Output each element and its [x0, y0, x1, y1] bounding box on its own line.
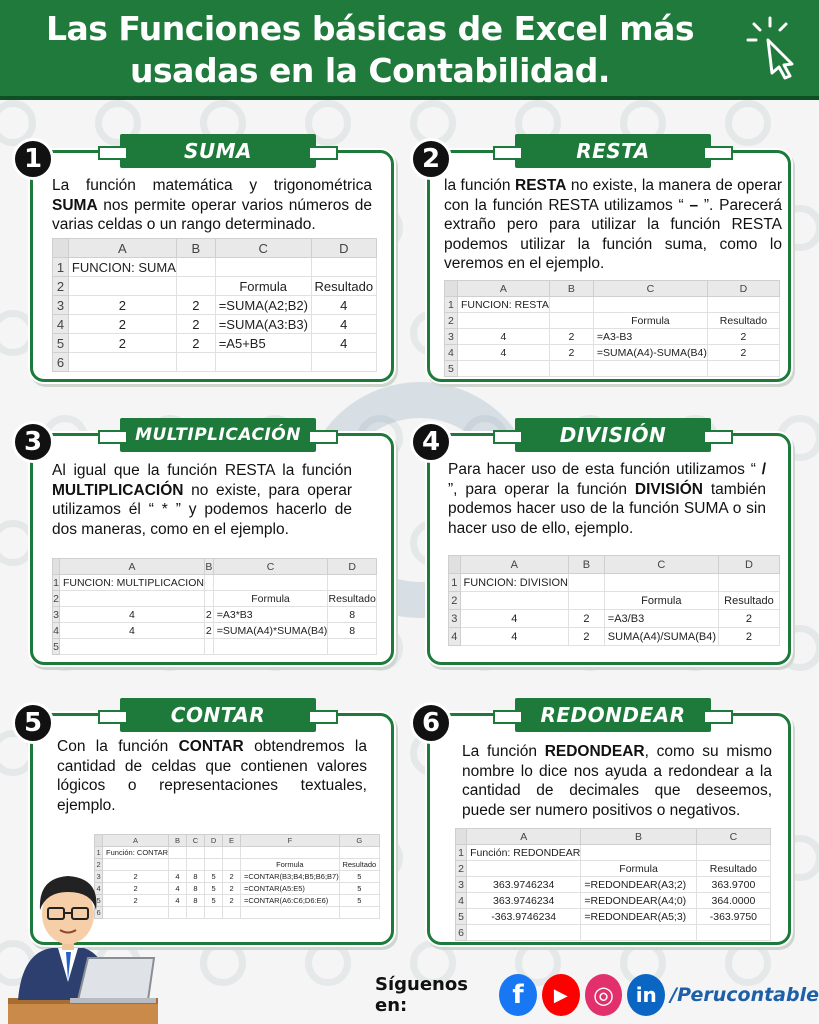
row-number: 5: [53, 640, 59, 653]
table-cell: =REDONDEAR(A5;3): [581, 909, 696, 925]
column-header-row: [449, 556, 780, 574]
table-cell: 4: [59, 607, 204, 623]
table-cell: 5: [205, 871, 223, 883]
column-header: C: [593, 281, 707, 297]
row-number: 2: [456, 861, 467, 877]
step-number-badge: 6: [410, 702, 452, 744]
table-cell: 4: [460, 610, 569, 628]
table-cell: 2: [223, 895, 241, 907]
row-number: 2: [53, 277, 69, 296]
linkedin-icon[interactable]: in: [627, 974, 665, 1016]
watermark-logo-icon: [305, 940, 351, 986]
table-cell: 2: [103, 883, 169, 895]
column-header: F: [241, 835, 340, 847]
row-number: 3: [456, 877, 467, 893]
table-row: [53, 591, 377, 607]
table-cell: 5: [339, 883, 379, 895]
corner-cell: [53, 239, 69, 258]
table-cell: 2: [68, 334, 176, 353]
table-cell: 2: [103, 871, 169, 883]
column-header-row: [456, 829, 771, 845]
row-number: 3: [449, 610, 461, 628]
table-row: [53, 258, 377, 277]
excel-table-division: [448, 555, 780, 646]
facebook-icon[interactable]: f: [499, 974, 537, 1016]
table-cell: [186, 907, 204, 919]
table-cell: 8: [328, 607, 377, 623]
excel-table-redondear: [455, 828, 771, 941]
table-cell: 8: [186, 895, 204, 907]
table-cell: [328, 639, 377, 655]
table-cell: [215, 258, 311, 277]
table-cell: [339, 847, 379, 859]
page-title: [0, 8, 740, 92]
column-header: A: [68, 239, 176, 258]
table-cell: 2: [176, 315, 215, 334]
column-header: D: [707, 281, 779, 297]
table-cell: [169, 907, 187, 919]
table-row: [53, 353, 377, 372]
table-row: [53, 296, 377, 315]
table-cell: 2: [223, 871, 241, 883]
row-number: 6: [53, 353, 69, 372]
table-cell: =REDONDEAR(A3;2): [581, 877, 696, 893]
row-number: 5: [445, 361, 458, 377]
row-number: 3: [53, 296, 69, 315]
table-row: [53, 623, 377, 639]
table-cell: 5: [339, 871, 379, 883]
row-number: 2: [96, 860, 101, 869]
column-header: E: [223, 835, 241, 847]
table-cell: 4: [311, 315, 376, 334]
table-cell: [205, 907, 223, 919]
column-header: A: [59, 559, 204, 575]
card-description-resta: la función RESTA no existe, la manera de operar con la función RESTA utilizamos “ – ”. Parecerá extraño pero para utilizar la función RESTA podemos utilizar la función suma, como lo veremos en el ejemplo.: [444, 177, 782, 272]
table-cell: 2: [68, 315, 176, 334]
table-cell: 4: [460, 628, 569, 646]
table-cell: =CONTAR(A5:E5): [241, 883, 340, 895]
table-cell: [186, 859, 204, 871]
table-cell: =SUMA(A3:B3): [215, 315, 311, 334]
row-number: 5: [456, 909, 467, 925]
table-cell: 364.0000: [696, 893, 770, 909]
card-title-suma: SUMA: [120, 134, 316, 168]
table-cell: [549, 361, 593, 377]
column-header: B: [169, 835, 187, 847]
table-cell: FUNCION: SUMA: [68, 258, 176, 277]
table-cell: [311, 353, 376, 372]
table-cell: Resultado: [328, 592, 376, 605]
table-cell: [241, 847, 340, 859]
step-number-badge: 4: [410, 421, 452, 463]
card-description-redondear: La función REDONDEAR, como su mismo nombre lo dice nos ayuda a redondear a la cantidad de decimales que deseemos, puede ser numero positivos o negativos.: [462, 743, 772, 819]
table-cell: 5: [339, 895, 379, 907]
title-line-2: usadas en la Contabilidad.: [130, 51, 610, 90]
card-description-contar: Con la función CONTAR obtendremos la cantidad de celdas que contienen valores lógicos o representaciones textuales, ejemplo.: [57, 738, 367, 814]
table-cell: -363.9750: [696, 909, 770, 925]
table-cell: [169, 847, 187, 859]
watermark-logo-icon: [725, 100, 771, 146]
card-title-contar: CONTAR: [120, 698, 316, 732]
table-cell: [176, 353, 215, 372]
table-cell: 4: [311, 296, 376, 315]
table-cell: [581, 925, 696, 941]
column-header: C: [215, 239, 311, 258]
column-header: D: [205, 835, 223, 847]
table-cell: [213, 639, 328, 655]
corner-cell: [449, 556, 461, 574]
table-cell: 2: [205, 608, 212, 621]
table-row: [456, 877, 771, 893]
table-cell: 4: [169, 883, 187, 895]
table-row: [456, 861, 771, 877]
column-header-row: [53, 239, 377, 258]
column-header: C: [696, 829, 770, 845]
column-header: C: [604, 556, 718, 574]
table-row: [456, 845, 771, 861]
table-cell: 2: [549, 329, 593, 345]
table-row: [445, 361, 780, 377]
social-handle[interactable]: /Perucontable: [670, 984, 819, 1006]
column-header: C: [213, 559, 328, 575]
table-cell: [457, 361, 549, 377]
table-cell: 2: [549, 345, 593, 361]
accountant-illustration: [8, 852, 158, 1024]
column-header: B: [581, 829, 696, 845]
youtube-icon[interactable]: ▶: [542, 974, 580, 1016]
row-number: 6: [96, 908, 101, 917]
follow-us-label: Síguenos en:: [375, 974, 468, 1016]
table-cell: =SUMA(A2;B2): [215, 296, 311, 315]
table-cell: 8: [186, 883, 204, 895]
table-row: [445, 329, 780, 345]
table-row: [449, 628, 780, 646]
row-number: 4: [445, 345, 458, 361]
table-cell: FUNCION: MULTIPLICACION: [59, 575, 204, 591]
table-cell: Formula: [213, 591, 328, 607]
table-cell: Formula: [241, 859, 340, 871]
table-cell: [707, 297, 779, 313]
table-cell: 5: [205, 883, 223, 895]
table-cell: Función: REDONDEAR: [467, 845, 581, 861]
table-cell: [328, 575, 377, 591]
row-number: 6: [456, 925, 467, 941]
row-number: 4: [456, 893, 467, 909]
table-cell: [460, 592, 569, 610]
table-row: [53, 277, 377, 296]
table-cell: =A5+B5: [215, 334, 311, 353]
table-cell: 4: [457, 345, 549, 361]
table-cell: SUMA(A4)/SUMA(B4): [604, 628, 718, 646]
table-row: [53, 315, 377, 334]
row-number: 5: [96, 896, 101, 905]
table-cell: [68, 353, 176, 372]
row-number: 3: [53, 608, 59, 621]
row-number: 1: [456, 845, 467, 861]
table-row: [449, 592, 780, 610]
table-cell: 2: [68, 296, 176, 315]
row-number: 2: [445, 313, 458, 329]
table-cell: [467, 925, 581, 941]
column-header: B: [176, 239, 215, 258]
header-banner: [0, 0, 819, 100]
table-cell: [467, 861, 581, 877]
table-cell: 4: [59, 623, 204, 639]
table-cell: 2: [176, 334, 215, 353]
table-cell: =REDONDEAR(A4;0): [581, 893, 696, 909]
column-header: B: [205, 560, 213, 573]
card-title-redondear: REDONDEAR: [515, 698, 711, 732]
table-row: [456, 925, 771, 941]
row-number: 1: [53, 258, 69, 277]
table-cell: 2: [205, 624, 212, 637]
row-number: 2: [53, 592, 59, 605]
table-cell: [59, 639, 204, 655]
title-line-1: Las Funciones básicas de Excel más: [45, 9, 695, 48]
table-row: [53, 607, 377, 623]
row-number: 5: [53, 334, 69, 353]
table-cell: [569, 592, 605, 610]
step-number-badge: 2: [410, 138, 452, 180]
table-cell: =CONTAR(A6:C6;D6:E6): [241, 895, 340, 907]
table-cell: =SUMA(A4)*SUMA(B4): [213, 623, 328, 639]
table-cell: Formula: [581, 861, 696, 877]
table-cell: [223, 847, 241, 859]
table-cell: [215, 353, 311, 372]
table-cell: Formula: [604, 592, 718, 610]
row-number: 3: [96, 872, 101, 881]
column-header: G: [339, 835, 379, 847]
table-cell: [223, 859, 241, 871]
column-header: A: [460, 556, 569, 574]
table-cell: [581, 845, 696, 861]
row-number: 4: [96, 884, 101, 893]
table-cell: 2: [569, 628, 605, 646]
table-cell: [549, 313, 593, 329]
table-cell: [205, 847, 223, 859]
column-header: A: [467, 829, 581, 845]
card-title-division: DIVISIÓN: [515, 418, 711, 452]
table-cell: [68, 277, 176, 296]
column-header-row: [445, 281, 780, 297]
table-cell: 2: [569, 610, 605, 628]
step-number-badge: 3: [12, 421, 54, 463]
excel-table-suma: [52, 238, 377, 372]
table-cell: Formula: [215, 277, 311, 296]
table-cell: [176, 258, 215, 277]
column-header: B: [549, 281, 593, 297]
column-header: D: [718, 556, 779, 574]
table-cell: Resultado: [696, 861, 770, 877]
excel-table-resta: [444, 280, 780, 377]
row-number: 1: [445, 297, 458, 313]
table-cell: 2: [103, 895, 169, 907]
table-cell: 2: [718, 610, 779, 628]
table-cell: FUNCION: DIVISION: [460, 574, 569, 592]
table-cell: [204, 591, 213, 607]
table-cell: [569, 574, 605, 592]
table-cell: [311, 258, 376, 277]
card-title-resta: RESTA: [515, 134, 711, 168]
table-cell: Resultado: [718, 592, 779, 610]
table-cell: Resultado: [311, 277, 376, 296]
table-row: [53, 639, 377, 655]
step-number-badge: 5: [12, 702, 54, 744]
table-row: [53, 334, 377, 353]
corner-cell: [95, 835, 103, 847]
table-row: [449, 610, 780, 628]
table-cell: 2: [176, 296, 215, 315]
table-cell: -363.9746234: [467, 909, 581, 925]
table-cell: FUNCION: RESTA: [457, 297, 549, 313]
table-cell: [549, 297, 593, 313]
table-cell: 4: [457, 329, 549, 345]
table-cell: [241, 907, 340, 919]
corner-cell: [445, 281, 458, 297]
table-cell: 8: [328, 623, 377, 639]
table-cell: [696, 925, 770, 941]
table-cell: [696, 845, 770, 861]
row-number: 1: [53, 576, 59, 589]
row-number: 4: [53, 315, 69, 334]
table-cell: [204, 639, 213, 655]
card-title-multiplicacion: MULTIPLICACIÓN: [120, 418, 316, 452]
table-cell: [718, 574, 779, 592]
row-number: 1: [96, 848, 101, 857]
row-number: 3: [445, 329, 458, 345]
table-cell: [204, 575, 213, 591]
row-number: 2: [449, 592, 461, 610]
table-row: [53, 575, 377, 591]
table-cell: 363.9700: [696, 877, 770, 893]
row-number: 4: [449, 628, 461, 646]
cursor-click-icon: [740, 12, 810, 82]
table-row: [456, 893, 771, 909]
column-header: B: [569, 556, 605, 574]
table-cell: 4: [311, 334, 376, 353]
table-cell: [213, 575, 328, 591]
table-cell: 5: [205, 895, 223, 907]
table-cell: 2: [223, 883, 241, 895]
row-number: 1: [449, 574, 461, 592]
corner-cell: [53, 559, 60, 575]
table-cell: [176, 277, 215, 296]
column-header-row: [53, 559, 377, 575]
table-cell: =A3/B3: [604, 610, 718, 628]
table-cell: [205, 859, 223, 871]
column-header-row: [95, 835, 380, 847]
table-cell: =CONTAR(B3;B4;B5;B6;B7): [241, 871, 340, 883]
table-cell: Función: CONTAR: [103, 847, 169, 859]
table-cell: [593, 361, 707, 377]
row-number: 4: [53, 624, 59, 637]
column-header: D: [311, 239, 376, 258]
excel-table-multiplicacion: [52, 558, 377, 655]
table-cell: 2: [707, 345, 779, 361]
column-header: D: [328, 559, 377, 575]
table-cell: [339, 907, 379, 919]
card-description-suma: La función matemática y trigonométrica SUMA nos permite operar varios números de varias celdas o un rango determinado.: [52, 177, 372, 233]
table-cell: =SUMA(A4)-SUMA(B4): [593, 345, 707, 361]
table-cell: Formula: [593, 313, 707, 329]
table-cell: [457, 313, 549, 329]
table-cell: 363.9746234: [467, 893, 581, 909]
table-cell: [59, 591, 204, 607]
column-header: A: [457, 281, 549, 297]
table-cell: [186, 847, 204, 859]
table-cell: [593, 297, 707, 313]
table-row: [449, 574, 780, 592]
table-cell: Resultado: [707, 313, 779, 329]
table-row: [456, 909, 771, 925]
table-cell: 4: [169, 895, 187, 907]
table-cell: =A3*B3: [213, 607, 328, 623]
footer-social-bar: [375, 970, 819, 1020]
table-cell: Resultado: [339, 859, 379, 871]
corner-cell: [456, 829, 467, 845]
table-cell: 2: [707, 329, 779, 345]
table-row: [445, 297, 780, 313]
table-cell: 8: [186, 871, 204, 883]
table-cell: [223, 907, 241, 919]
table-cell: [169, 859, 187, 871]
column-header: A: [103, 835, 169, 847]
table-cell: 2: [718, 628, 779, 646]
table-cell: [707, 361, 779, 377]
table-cell: 363.9746234: [467, 877, 581, 893]
card-description-multiplicacion: Al igual que la función RESTA la función MULTIPLICACIÓN no existe, para operar utilizamos él “ * ” y podemos hacerlo de dos maneras, como en el ejemplo.: [52, 462, 352, 538]
instagram-icon[interactable]: ◎: [585, 974, 623, 1016]
table-cell: 4: [169, 871, 187, 883]
table-cell: =A3-B3: [593, 329, 707, 345]
table-cell: [604, 574, 718, 592]
step-number-badge: 1: [12, 138, 54, 180]
table-row: [445, 345, 780, 361]
watermark-logo-icon: [200, 940, 246, 986]
column-header: C: [186, 835, 204, 847]
card-description-division: Para hacer uso de esta función utilizamos “ / ”, para operar la función DIVISIÓN también podemos hacer uso de la función SUMA o sin hacer uso de ello, ejemplo.: [448, 461, 767, 537]
table-row: [445, 313, 780, 329]
